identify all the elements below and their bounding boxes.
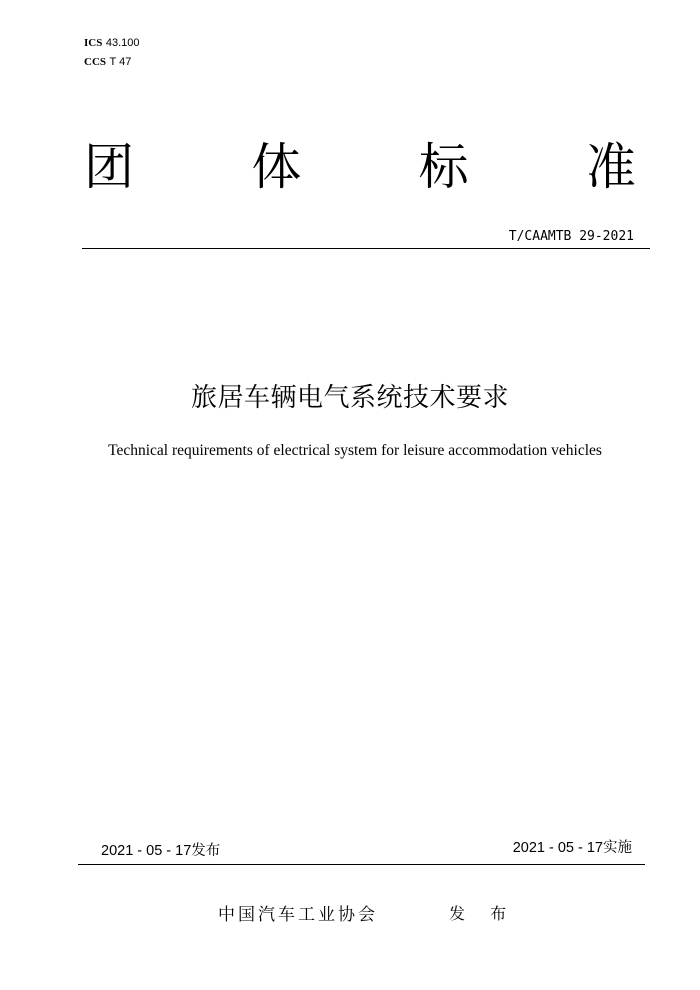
issue-date-value: 2021 - 05 - 17 <box>101 843 192 859</box>
standard-number: T/CAAMTB 29-2021 <box>508 229 634 244</box>
document-title-chinese: 旅居车辆电气系统技术要求 <box>190 383 509 413</box>
standard-type-char-1: 团 <box>84 138 134 196</box>
ics-code <box>84 36 140 50</box>
standard-type-char-3: 标 <box>418 138 469 196</box>
implementation-date <box>513 838 632 858</box>
standard-type-char-2: 体 <box>251 138 302 196</box>
implementation-date-value: 2021 - 05 - 17 <box>512 840 603 856</box>
issue-date <box>101 841 220 861</box>
implementation-date-label: 实施 <box>603 840 632 856</box>
publish-label: 发 布 <box>449 904 517 923</box>
publisher-name: 中国汽车工业协会 <box>218 905 378 925</box>
standard-type-heading <box>84 138 636 196</box>
ics-value: 43.100 <box>105 37 140 49</box>
standard-type-char-4: 准 <box>585 138 636 196</box>
header-divider <box>82 248 650 249</box>
ics-label: ICS <box>84 37 103 49</box>
ccs-label: CCS <box>84 56 107 68</box>
issue-date-label: 发布 <box>191 843 221 859</box>
footer-divider <box>78 864 645 865</box>
document-title-english: Technical requirements of electrical system for leisure accommodation vehicles <box>108 442 602 459</box>
ccs-code <box>84 55 131 69</box>
ccs-value: T 47 <box>109 56 132 68</box>
